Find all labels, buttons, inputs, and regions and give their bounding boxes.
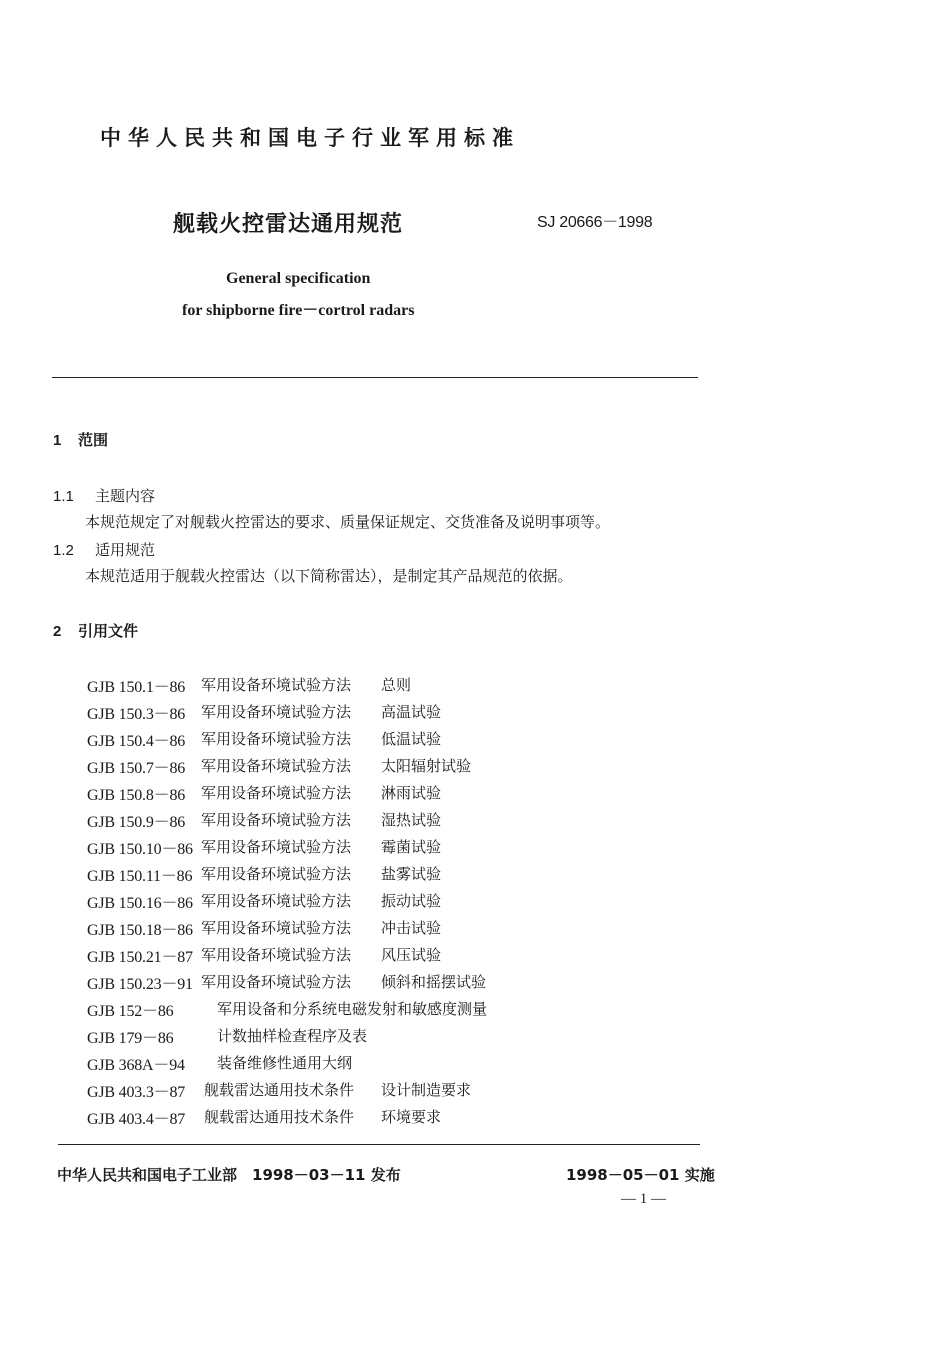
section-title: 适用规范 [95,541,156,559]
reference-title: 军用设备环境试验方法 [201,865,352,883]
reference-code: GJB 403.3－87 [87,1084,186,1101]
reference-title: 舰载雷达通用技术条件 [204,1108,355,1126]
standard-header-title: 中华人民共和国电子行业军用标准 [100,126,520,150]
reference-title: 计数抽样检查程序及表 [217,1027,368,1045]
reference-title: 军用设备环境试验方法 [201,703,352,721]
section-1-2-heading [53,539,155,560]
footer-divider [58,1144,700,1145]
reference-title: 军用设备环境试验方法 [201,784,352,802]
reference-subtitle: 风压试验 [381,946,442,964]
reference-title: 军用设备环境试验方法 [201,730,352,748]
reference-code: GJB 150.7－86 [87,760,186,777]
reference-title: 军用设备环境试验方法 [201,946,352,964]
section-1-heading [53,429,108,450]
section-1-2-text: 本规范适用于舰载火控雷达（以下简称雷达），是制定其产品规范的依据。 [85,567,573,585]
reference-subtitle: 霉菌试验 [381,838,442,856]
section-title: 引用文件 [78,622,139,640]
reference-code: GJB 150.3－86 [87,706,186,723]
section-number: 1 [53,432,62,449]
section-title: 范围 [78,431,109,449]
reference-subtitle: 淋雨试验 [381,784,442,802]
reference-code: GJB 179－86 [87,1030,174,1047]
reference-code: GJB 150.21－87 [87,949,193,966]
reference-title: 军用设备环境试验方法 [201,973,352,991]
reference-code: GJB 403.4－87 [87,1111,186,1128]
reference-subtitle: 设计制造要求 [381,1081,472,1099]
reference-code: GJB 368A－94 [87,1057,185,1074]
reference-subtitle: 低温试验 [381,730,442,748]
reference-title: 装备维修性通用大纲 [217,1054,353,1072]
section-number: 1.2 [53,542,74,559]
reference-code: GJB 152－86 [87,1003,174,1020]
english-title-line-1: General specification [226,270,371,287]
reference-subtitle: 太阳辐射试验 [381,757,472,775]
reference-code: GJB 150.8－86 [87,787,186,804]
english-title-line-2: for shipborne fire－cortrol radars [182,302,415,319]
section-number: 1.1 [53,488,74,505]
reference-subtitle: 总则 [381,676,412,694]
section-title: 主题内容 [95,487,156,505]
reference-subtitle: 高温试验 [381,703,442,721]
page-number: — 1 — [621,1191,666,1207]
reference-code: GJB 150.1－86 [87,679,186,696]
reference-code: GJB 150.16－86 [87,895,193,912]
section-2-heading [53,620,138,641]
section-1-1-heading [53,485,155,506]
reference-code: GJB 150.9－86 [87,814,186,831]
effective-date: 1998－05－01 实施 [566,1166,715,1184]
reference-title: 军用设备环境试验方法 [201,838,352,856]
reference-title: 军用设备环境试验方法 [201,892,352,910]
document-title: 舰载火控雷达通用规范 [173,212,404,237]
reference-subtitle: 冲击试验 [381,919,442,937]
reference-code: GJB 150.4－86 [87,733,186,750]
reference-code: GJB 150.10－86 [87,841,193,858]
reference-code: GJB 150.11－86 [87,868,193,885]
reference-title: 舰载雷达通用技术条件 [204,1081,355,1099]
reference-subtitle: 盐雾试验 [381,865,442,883]
reference-subtitle: 倾斜和摇摆试验 [381,973,487,991]
reference-title: 军用设备和分系统电磁发射和敏感度测量 [217,1000,488,1018]
reference-title: 军用设备环境试验方法 [201,919,352,937]
reference-subtitle: 湿热试验 [381,811,442,829]
reference-subtitle: 环境要求 [381,1108,442,1126]
issuer-and-release-date: 中华人民共和国电子工业部 1998－03－11 发布 [57,1166,401,1184]
reference-subtitle: 振动试验 [381,892,442,910]
section-1-1-text: 本规范规定了对舰载火控雷达的要求、质量保证规定、交货准备及说明事项等。 [85,513,611,531]
title-divider [52,377,698,378]
document-code: SJ 20666－1998 [537,214,653,231]
section-number: 2 [53,623,62,640]
reference-code: GJB 150.18－86 [87,922,193,939]
reference-title: 军用设备环境试验方法 [201,757,352,775]
reference-code: GJB 150.23－91 [87,976,193,993]
reference-title: 军用设备环境试验方法 [201,811,352,829]
reference-title: 军用设备环境试验方法 [201,676,352,694]
